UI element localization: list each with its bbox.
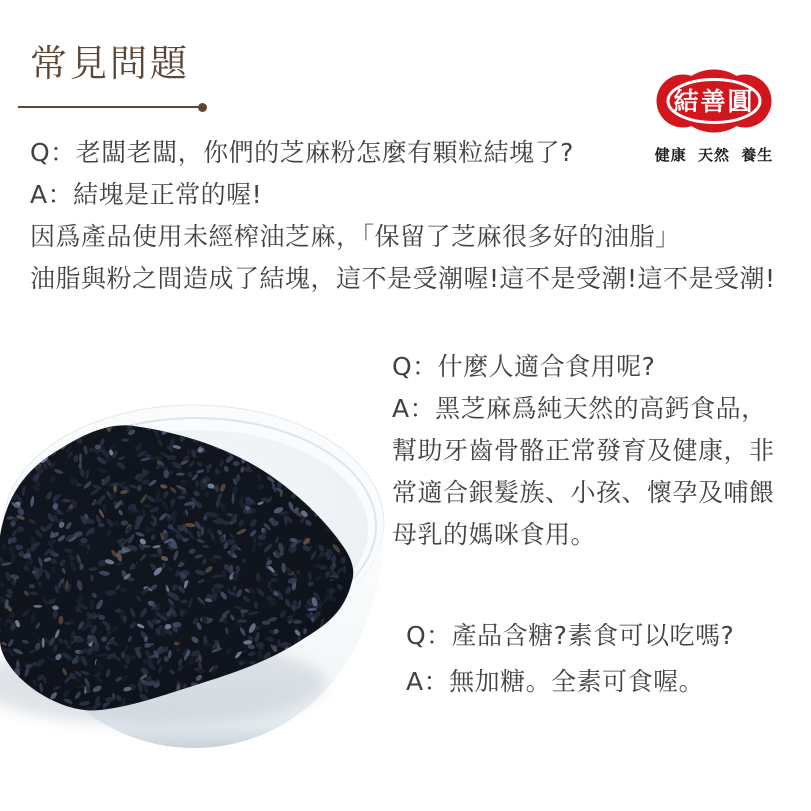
faq-answer-line: 幫助牙齒骨骼正常發育及健康，非 [392,436,775,465]
faq-question: Q：產品含糖?素食可以吃嗎? [406,621,735,650]
faq-answer-line: 油脂與粉之間造成了結塊，這不是受潮喔!這不是受潮!這不是受潮! [30,264,776,293]
faq-answer-line: 常適合銀髮族、小孩、懷孕及哺餵 [392,478,775,507]
faq-answer-line: 因爲產品使用未經榨油芝麻，「保留了芝麻很多好的油脂」 [30,222,681,251]
title-underline [18,106,199,108]
faq-answer-line: A：黑芝麻爲純天然的高鈣食品， [392,394,767,423]
brand-seal-text: 結善圓 [673,87,755,116]
brand-seal-icon [656,69,772,133]
faq-block-sugar-vegan [406,613,734,705]
sesame-bowl-image [0,388,390,750]
faq-answer-line: 母乳的媽咪食用。 [392,520,597,549]
underline-dot [198,103,207,112]
faq-question: Q：什麼人適合食用呢? [392,352,656,381]
page-title: 常見問題 [30,42,190,85]
faq-block-who-can-eat [392,346,775,556]
faq-answer-line: A：無加糖。全素可食喔。 [406,667,705,696]
brand-tagline: 健康 天然 養生 [654,146,774,164]
faq-question: Q：老闆老闆，你們的芝麻粉怎麼有顆粒結塊了? [30,138,574,167]
faq-answer-line: A：結塊是正常的喔! [30,180,263,209]
faq-block-clumping [30,132,776,300]
